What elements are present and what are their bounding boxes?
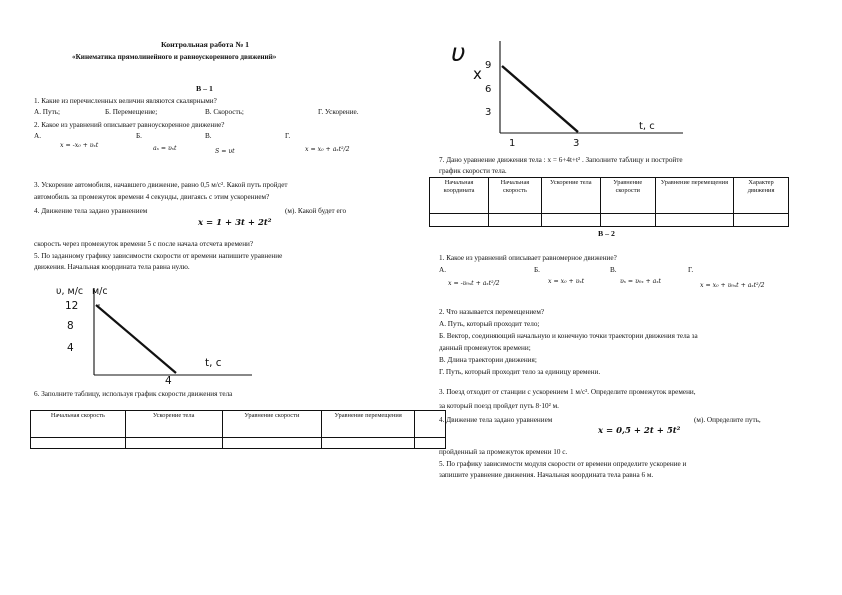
right-table-cell[interactable] <box>600 214 655 227</box>
right-table-header-motion-type: Характер движения <box>734 178 789 214</box>
question-3-line1: 3. Ускорение автомобиля, начавшего движение, равно 0,5 м/с². Какой путь пройдет <box>34 181 288 189</box>
right-q1-formula-b: x = x₀ + υₓt <box>548 278 585 285</box>
question-7-line1: 7. Дано уравнение движения тела : x = 6+4t+t² . Заполните таблицу и постройте <box>439 156 683 164</box>
right-question-3-line2: за который поезд пройдет путь 8·10² м. <box>439 402 559 410</box>
question-6: 6. Заполните таблицу, используя график скорости движения тела <box>34 390 233 398</box>
graph1-velocity-line <box>96 305 176 373</box>
q2-formula-a: x = -x₀ + υₓt <box>60 142 99 149</box>
graph1-xtick-4: 4 <box>165 375 172 385</box>
question-4-line1b: (м). Какой будет его <box>285 207 347 215</box>
right-q2-option-b-cont: данный промежуток времени; <box>439 344 531 352</box>
q1-option-b: Б. Перемещение; <box>105 108 158 116</box>
right-table-header-initial-speed: Начальная скорость <box>489 178 542 214</box>
right-question-1: 1. Какое из уравнений описывает равномерное движение? <box>439 254 617 262</box>
right-answer-table <box>429 177 789 227</box>
right-q2-option-b: Б. Вектор, соединяющий начальную и конечную точки траектории движения тела за <box>439 332 698 340</box>
right-q1-letter-a: А. <box>439 266 446 274</box>
graph2-velocity-line <box>502 66 578 132</box>
right-table-header-acceleration: Ускорение тела <box>541 178 600 214</box>
graph2-ytick-3: 3 <box>485 107 492 118</box>
graph2-ytick-6: 6 <box>485 84 492 95</box>
right-q2-option-d: Г. Путь, который проходит тело за единицу времени. <box>439 368 601 376</box>
right-question-2: 2. Что называется перемещением? <box>439 308 545 316</box>
right-table-header-initial-coordinate: Начальная координата <box>430 178 489 214</box>
graph1-ylabel-extra: м/с <box>92 286 108 297</box>
graph1-xlabel: t, с <box>205 357 222 369</box>
question-3-line2: автомобиль за промежуток времени 4 секунды, двигаясь с этим ускорением? <box>34 193 270 201</box>
right-q1-letter-c: В. <box>610 266 617 274</box>
q2-formula-b: aₓ = υₓt <box>153 145 177 152</box>
right-question-5-line1: 5. По графику зависимости модуля скорости от времени определите ускорение и <box>439 460 687 468</box>
right-table-cell[interactable] <box>734 214 789 227</box>
right-table-header-displacement-equation: Уравнение перемещения <box>655 178 733 214</box>
variant-2-heading: В – 2 <box>598 229 615 238</box>
page-title: Контрольная работа № 1 <box>161 40 250 49</box>
right-table-cell[interactable] <box>541 214 600 227</box>
q1-option-c: В. Скорость; <box>205 108 244 116</box>
page-subtitle: «Кинематика прямолинейного и равноускоренного движений» <box>72 53 277 61</box>
right-question-4-line1a: 4. Движение тела задано уравнением <box>439 416 553 424</box>
graph1-ytick-8: 8 <box>67 320 74 332</box>
q1-option-d: Г. Ускорение. <box>318 108 359 116</box>
right-q2-option-a: А. Путь, который проходит тело; <box>439 320 540 328</box>
right-table-cell[interactable] <box>489 214 542 227</box>
q2-letter-a: А. <box>34 132 41 140</box>
right-q2-option-c: В. Длина траектории движения; <box>439 356 537 364</box>
right-question-3-line1: 3. Поезд отходит от станции с ускорением 1 м/с². Определите промежуток времени, <box>439 388 696 396</box>
graph1-ytick-12: 12 <box>65 300 79 312</box>
left-table-header-displacement-equation: Уравнение перемещения <box>322 411 415 438</box>
right-table-header-speed-equation: Уравнение скорости <box>600 178 655 214</box>
right-q4-formula: x = 0,5 + 2t + 5t² <box>598 426 681 436</box>
velocity-graph-2 <box>445 35 690 150</box>
graph2-xtick-1: 1 <box>509 138 516 149</box>
q1-option-a: А. Путь; <box>34 108 60 116</box>
graph2-xtick-3: 3 <box>573 138 580 149</box>
left-table-cell[interactable] <box>31 438 126 449</box>
left-table-cell[interactable] <box>415 438 446 449</box>
left-table-cell[interactable] <box>222 438 322 449</box>
right-q1-letter-b: Б. <box>534 266 540 274</box>
right-table-cell[interactable] <box>430 214 489 227</box>
q2-letter-d: Г. <box>285 132 291 140</box>
graph2-xlabel: t, с <box>639 121 655 132</box>
question-7-line2: график скорости тела. <box>439 167 507 175</box>
right-question-4-line2: пройденный за промежуток времени 10 с. <box>439 448 568 456</box>
left-answer-table <box>30 410 446 449</box>
right-question-5-line2: запишите уравнение движения. Начальная координата тела равна 6 м. <box>439 471 654 479</box>
q2-letter-c: В. <box>205 132 212 140</box>
right-q1-letter-d: Г. <box>688 266 694 274</box>
right-q1-formula-d: x = x₀ + υ₀ₓt + aₓt²/2 <box>700 282 765 289</box>
question-1: 1. Какие из перечисленных величин являются скалярными? <box>34 97 217 105</box>
right-table-cell[interactable] <box>655 214 733 227</box>
variant-1-heading: В – 1 <box>196 84 213 93</box>
right-q1-formula-a: x = -υ₀ₓt + aₓt²/2 <box>448 280 500 287</box>
right-q1-formula-c: υₓ = υ₀ₓ + aₓt <box>620 278 662 285</box>
left-table-cell[interactable] <box>125 438 222 449</box>
left-table-header-acceleration: Ускорение тела <box>125 411 222 438</box>
question-5-line1: 5. По заданному графику зависимости скорости от времени напишите уравнение <box>34 252 283 260</box>
left-table-header-speed-equation: Уравнение скорости <box>222 411 322 438</box>
question-5-line2: движения. Начальная координата тела равна нулю. <box>34 263 190 271</box>
graph1-ylabel: υ, м/с <box>56 286 84 297</box>
q4-formula: x = 1 + 3t + 2t² <box>198 218 272 228</box>
left-table-header-initial-speed: Начальная скорость <box>31 411 126 438</box>
q2-formula-c: S = υt <box>215 148 235 155</box>
question-4-line1a: 4. Движение тела задано уравнением <box>34 207 148 215</box>
graph2-ytick-9: 9 <box>485 60 492 71</box>
graph2-ylabel-sub: x <box>473 65 482 83</box>
velocity-graph-1 <box>40 280 260 385</box>
graph1-ytick-4: 4 <box>67 342 74 354</box>
q2-formula-d: x = x₀ + aₓt²/2 <box>305 146 350 153</box>
graph2-ylabel: υ <box>451 38 466 67</box>
question-4-line2: скорость через промежуток времени 5 с после начала отсчета времени? <box>34 240 254 248</box>
right-question-4-line1b: (м). Определите путь, <box>694 416 761 424</box>
question-2: 2. Какое из уравнений описывает равноускоренное движение? <box>34 121 225 129</box>
left-table-cell[interactable] <box>322 438 415 449</box>
q2-letter-b: Б. <box>136 132 142 140</box>
